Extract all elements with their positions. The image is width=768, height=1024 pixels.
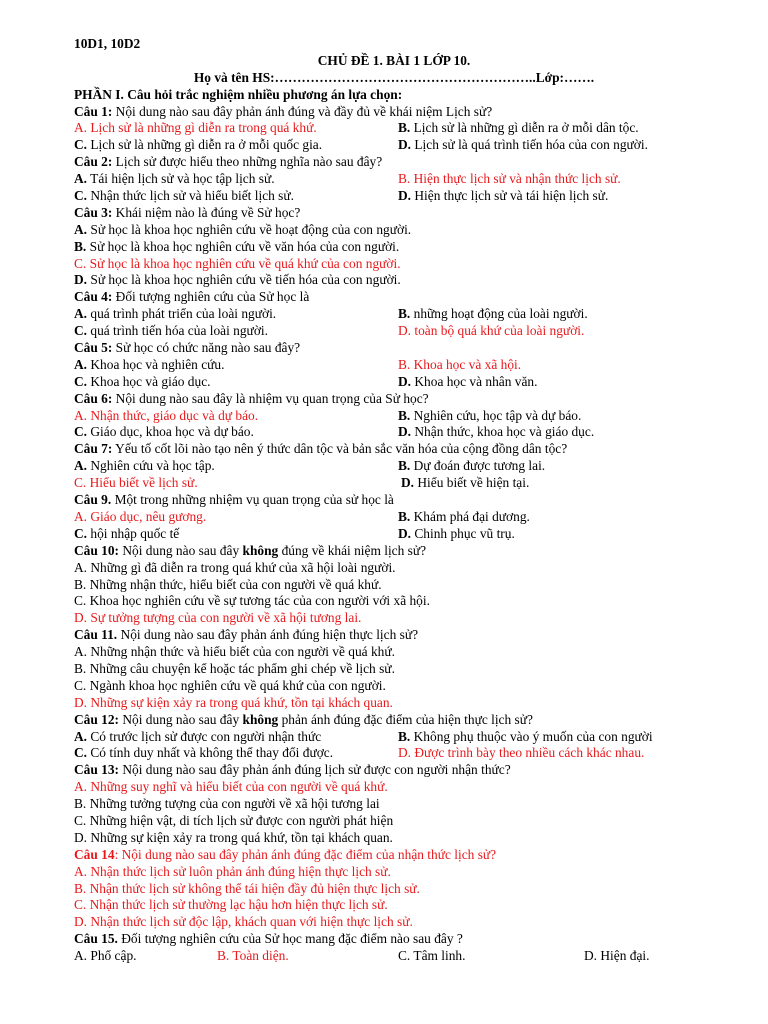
option-b: B. Khám phá đại dương.: [398, 508, 530, 524]
option-a: A. Tái hiện lịch sử và học tập lịch sử.: [74, 171, 275, 187]
question-5-options-cd: [74, 374, 714, 391]
option-b-correct: B. Hiện thực lịch sử và nhận thức lịch sử.: [398, 171, 621, 187]
option-b: B. Nhận thức lịch sử không thể tái hiện đầy đủ hiện thực lịch sử.: [74, 880, 420, 896]
question-7: Câu 7: Yếu tố cốt lõi nào tạo nên ý thức dân tộc và bản sắc văn hóa của cộng đồng dân tộc?: [74, 441, 568, 457]
option-b-correct: B. Khoa học và xã hội.: [398, 356, 522, 372]
option-a: A. Những nhận thức và hiểu biết của con người về quá khứ.: [74, 644, 395, 660]
question-11: Câu 11. Nội dung nào sau đây phản ánh đúng hiện thực lịch sử?: [74, 627, 419, 643]
option-a: A. Phổ cập.: [74, 948, 137, 964]
option-c: C. Khoa học nghiên cứu về sự tương tác của con người với xã hội.: [74, 593, 430, 609]
option-d: D. Nhận thức lịch sử độc lập, khách quan với hiện thực lịch sử.: [74, 914, 413, 930]
question-5: Câu 5: Sử học có chức năng nào sau đây?: [74, 340, 301, 356]
option-a-correct: A. Lịch sử là những gì diễn ra trong quá khứ.: [74, 120, 317, 136]
option-d-correct: D. toàn bộ quá khứ của loài người.: [398, 323, 585, 339]
page-title: CHỦ ĐỀ 1. BÀI 1 LỚP 10.: [317, 52, 471, 68]
option-d: D. Hiện thực lịch sử và tái hiện lịch sử.: [398, 188, 609, 204]
option-c: C. Lịch sử là những gì diễn ra ở mỗi quốc gia.: [74, 137, 323, 153]
option-a: A. Những gì đã diễn ra trong quá khứ của xã hội loài người.: [74, 559, 396, 575]
option-c: C. Khoa học và giáo dục.: [74, 373, 211, 389]
option-c: C. Giáo dục, khoa học và dự báo.: [74, 424, 254, 440]
question-9-options-cd: [74, 526, 714, 543]
option-b: B. Sử học là khoa học nghiên cứu về văn hóa của con người.: [74, 238, 400, 254]
option-c: C. Có tính duy nhất và không thể thay đổi được.: [74, 745, 334, 761]
option-b: B. Lịch sử là những gì diễn ra ở mỗi dân tộc.: [398, 120, 639, 136]
question-14: Câu 14: Nội dung nào sau đây phản ánh đúng đặc điểm của nhận thức lịch sử?: [74, 846, 497, 862]
question-4-options-cd: [74, 323, 714, 340]
option-c-correct: C. Sử học là khoa học nghiên cứu về quá khứ của con người.: [74, 255, 401, 271]
question-3: Câu 3: Khái niệm nào là đúng về Sử học?: [74, 204, 301, 220]
student-name-line: Họ và tên HS:…………………………………………………..Lớp:…….: [193, 69, 595, 85]
option-d: D. Những sự kiện xảy ra trong quá khứ, tồn tại khách quan.: [74, 829, 393, 845]
question-1-options-cd: [74, 137, 714, 154]
question-6-options-ab: [74, 408, 714, 425]
option-c: C. Những hiện vật, di tích lịch sử được con người phát hiện: [74, 812, 394, 828]
question-7-options-ab: [74, 458, 714, 475]
option-b: B. Dự đoán được tương lai.: [398, 458, 546, 474]
question-6: Câu 6: Nội dung nào sau đây là nhiệm vụ quan trọng của Sử học?: [74, 390, 429, 406]
question-2-options-ab: [74, 171, 714, 188]
option-d: D. Nhận thức, khoa học và giáo dục.: [398, 424, 595, 440]
question-5-options-ab: [74, 357, 714, 374]
question-2-options-cd: [74, 188, 714, 205]
question-12-options-ab: [74, 729, 714, 746]
option-b: B. Không phụ thuộc vào ý muốn của con người: [398, 728, 653, 744]
question-9: Câu 9. Một trong những nhiệm vụ quan trọng của sử học là: [74, 492, 394, 508]
question-9-options-ab: [74, 509, 714, 526]
question-12: Câu 12: Nội dung nào sau đây không phản ánh đúng đặc điểm của hiện thực lịch sử?: [74, 711, 533, 727]
question-7-options-cd: [74, 475, 714, 492]
option-b: B. Nghiên cứu, học tập và dự báo.: [398, 407, 582, 423]
question-4-options-ab: [74, 306, 714, 323]
option-d-correct: D. Những sự kiện xảy ra trong quá khứ, tồn tại khách quan.: [74, 694, 393, 710]
question-6-options-cd: [74, 424, 714, 441]
question-12-options-cd: [74, 745, 714, 762]
option-a: A. Nhận thức lịch sử luôn phản ánh đúng hiện thực lịch sử.: [74, 863, 391, 879]
option-c: C. quá trình tiến hóa của loài người.: [74, 323, 268, 339]
option-c: C. Tâm linh.: [398, 948, 466, 964]
option-a-correct: A. Nhận thức, giáo dục và dự báo.: [74, 407, 259, 423]
option-b: B. Những nhận thức, hiểu biết của con người về quá khứ.: [74, 576, 382, 592]
option-b-correct: B. Toàn diện.: [217, 948, 289, 964]
option-c: C. Nhận thức lịch sử thường lạc hậu hơn hiện thực lịch sử.: [74, 897, 388, 913]
class-code: 10D1, 10D2: [74, 36, 141, 51]
option-a-correct: A. Những suy nghĩ và hiểu biết của con người về quá khứ.: [74, 779, 388, 795]
option-d: D. Sử học là khoa học nghiên cứu về tiến hóa của con người.: [74, 272, 401, 288]
option-c: C. Nhận thức lịch sử và hiểu biết lịch sử.: [74, 188, 294, 204]
option-a-correct: A. Giáo dục, nêu gương.: [74, 508, 207, 524]
option-a: A. Sử học là khoa học nghiên cứu về hoạt động của con người.: [74, 221, 412, 237]
option-a: A. Nghiên cứu và học tập.: [74, 458, 215, 474]
question-1: Câu 1: Nội dung nào sau đây phản ánh đúng và đầy đủ về khái niệm Lịch sử?: [74, 103, 493, 119]
option-b: B. những hoạt động của loài người.: [398, 306, 588, 322]
option-b: B. Những tưởng tượng của con người về xã hội tương lai: [74, 796, 380, 812]
question-2: Câu 2: Lịch sử được hiểu theo những nghĩa nào sau đây?: [74, 154, 383, 170]
worksheet: [74, 36, 714, 965]
option-d: D. Lịch sử là quá trình tiến hóa của con người.: [398, 137, 648, 153]
option-d: D. Hiện đại.: [584, 948, 650, 964]
option-d-correct: D. Được trình bày theo nhiều cách khác nhau.: [398, 745, 645, 761]
option-d: D. Khoa học và nhân văn.: [398, 373, 538, 389]
question-10: Câu 10: Nội dung nào sau đây không đúng về khái niệm lịch sử?: [74, 542, 427, 558]
option-d-correct: D. Sự tưởng tượng của con người về xã hội tương lai.: [74, 610, 362, 626]
question-4: Câu 4: Đối tượng nghiên cứu của Sử học là: [74, 289, 310, 305]
section-heading: PHẦN I. Câu hỏi trắc nghiệm nhiều phương án lựa chọn:: [74, 86, 403, 102]
question-15: Câu 15. Đối tượng nghiên cứu của Sử học mang đặc điểm nào sau đây ?: [74, 931, 463, 947]
question-13: Câu 13: Nội dung nào sau đây phản ánh đúng lịch sử được con người nhận thức?: [74, 762, 511, 778]
option-a: A. quá trình phát triển của loài người.: [74, 306, 277, 322]
question-1-options-ab: [74, 120, 714, 137]
option-c: C. Ngành khoa học nghiên cứu về quá khứ của con người.: [74, 677, 386, 693]
option-b: B. Những câu chuyện kể hoặc tác phẩm ghi chép về lịch sử.: [74, 660, 395, 676]
option-d: D. Chinh phục vũ trụ.: [398, 525, 515, 541]
option-d: D. Hiểu biết về hiện tại.: [401, 475, 530, 491]
option-a: A. Khoa học và nghiên cứu.: [74, 356, 225, 372]
option-c: C. hội nhập quốc tế: [74, 525, 180, 541]
option-c-correct: C. Hiểu biết về lịch sử.: [74, 475, 198, 491]
question-15-options: [74, 948, 714, 965]
option-a: A. Có trước lịch sử được con người nhận thức: [74, 728, 322, 744]
